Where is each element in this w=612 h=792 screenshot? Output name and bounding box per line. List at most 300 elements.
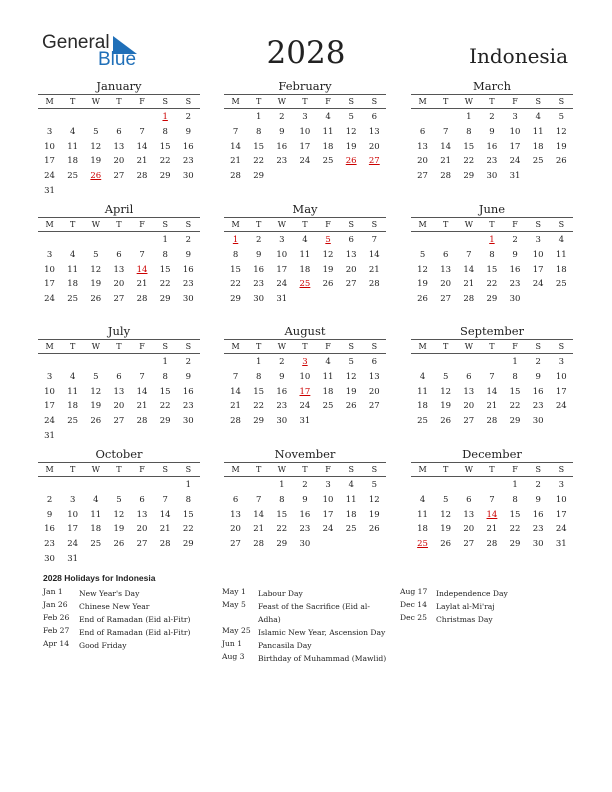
weekday-label: S <box>558 97 565 106</box>
day-cell: 7 <box>466 249 472 260</box>
day-cell: 31 <box>44 430 55 441</box>
day-cell: 11 <box>345 494 357 505</box>
weekday-label: T <box>70 97 76 106</box>
day-cell: 21 <box>136 279 148 290</box>
day-cell: 1 <box>185 480 192 490</box>
day-cell: 25 <box>322 401 334 412</box>
day-cell: 24 <box>322 524 334 535</box>
day-cell: 26 <box>555 156 567 167</box>
day-cell: 11 <box>67 264 79 275</box>
day-cell: 30 <box>182 416 194 427</box>
day-cell: 26 <box>90 416 102 427</box>
day-cell: 20 <box>136 524 148 535</box>
day-cell: 6 <box>371 112 378 122</box>
day-cell: 17 <box>555 386 567 397</box>
weekday-label: S <box>558 220 565 229</box>
day-cell: 8 <box>185 494 192 505</box>
day-cell: 9 <box>535 371 541 382</box>
weekday-label: W <box>91 465 100 474</box>
day-cell: 29 <box>182 539 194 550</box>
day-cell: 24 <box>67 539 79 550</box>
day-cell: 22 <box>509 524 521 535</box>
weekday-label: W <box>277 97 286 106</box>
day-grid <box>411 109 573 184</box>
day-cell: 9 <box>279 126 285 137</box>
day-cell: 6 <box>139 494 145 505</box>
day-cell: 21 <box>486 401 498 412</box>
holiday-name: Pancasila Day <box>258 641 312 650</box>
day-cell: 26 <box>440 416 452 427</box>
weekday-label: T <box>489 220 495 229</box>
weekday-header <box>411 94 573 109</box>
day-cell: 2 <box>185 112 192 122</box>
holiday-date: Jun 1 <box>222 639 243 648</box>
day-cell: 19 <box>322 264 334 275</box>
day-cell: 24 <box>276 279 288 290</box>
day-cell: 3 <box>69 494 76 505</box>
weekday-label: T <box>70 465 76 474</box>
holiday-date: Dec 14 <box>400 600 427 609</box>
day-cell: 21 <box>136 156 148 167</box>
day-cell: 20 <box>440 279 452 290</box>
day-cell: 20 <box>113 156 125 167</box>
day-cell: 18 <box>417 524 428 535</box>
day-cell: 3 <box>46 249 53 260</box>
day-cell: 10 <box>44 141 55 152</box>
day-cell: 21 <box>440 156 452 167</box>
weekday-label: M <box>45 220 54 229</box>
weekday-label: S <box>371 97 378 106</box>
day-cell: 27 <box>417 171 428 182</box>
day-cell: 12 <box>113 509 125 520</box>
day-cell: 30 <box>253 294 265 305</box>
holiday-row <box>400 613 575 626</box>
day-cell: 6 <box>466 371 472 382</box>
day-cell: 12 <box>368 494 380 505</box>
day-cell: 3 <box>46 126 53 137</box>
weekday-label: S <box>535 342 541 351</box>
day-cell: 29 <box>159 171 171 182</box>
day-cell: 15 <box>509 386 521 397</box>
day-cell: 26 <box>440 539 452 550</box>
weekday-label: S <box>162 465 168 474</box>
weekday-label: S <box>371 465 378 474</box>
day-cell: 31 <box>44 185 55 196</box>
day-cell: 30 <box>44 553 55 564</box>
holiday-row <box>222 626 400 639</box>
empty-cell <box>457 478 480 493</box>
day-cell: 28 <box>230 171 241 182</box>
holiday-column <box>222 587 400 665</box>
day-cell: 4 <box>69 126 76 137</box>
day-cell: 20 <box>345 264 357 275</box>
day-cell: 8 <box>466 126 472 137</box>
empty-cell <box>434 355 457 370</box>
empty-cell <box>434 233 457 248</box>
day-cell: 27 <box>440 294 452 305</box>
day-cell: 4 <box>419 494 426 505</box>
weekday-label: F <box>325 97 331 106</box>
day-cell: 13 <box>417 141 428 152</box>
day-cell: 18 <box>532 141 544 152</box>
month-july <box>38 324 200 444</box>
day-cell: 13 <box>113 386 125 397</box>
day-cell: 21 <box>230 156 241 167</box>
day-cell: 5 <box>348 357 354 367</box>
weekday-header <box>411 217 573 232</box>
holiday-row <box>222 600 400 613</box>
day-cell: 5 <box>93 249 99 260</box>
day-cell: 30 <box>299 539 311 550</box>
holiday-name: Independence Day <box>436 589 508 598</box>
day-cell: 5 <box>93 371 99 382</box>
empty-cell <box>38 233 61 248</box>
day-cell: 10 <box>44 386 55 397</box>
holiday-name: New Year's Day <box>79 589 140 598</box>
empty-cell <box>84 110 107 125</box>
weekday-label: F <box>325 465 331 474</box>
month-june <box>411 202 573 307</box>
day-cell: 27 <box>345 279 357 290</box>
day-cell: 3 <box>558 357 565 367</box>
holiday-name: Adha) <box>258 615 281 624</box>
day-cell: 2 <box>302 480 308 490</box>
day-cell: 17 <box>44 279 55 290</box>
empty-cell <box>411 478 434 493</box>
day-cell: 1 <box>279 480 285 490</box>
day-grid <box>224 477 386 552</box>
day-cell: 19 <box>90 279 102 290</box>
day-cell: 19 <box>90 156 102 167</box>
day-cell: 1 <box>466 112 472 122</box>
day-cell: 27 <box>113 416 125 427</box>
day-cell: 14 <box>230 141 241 152</box>
holiday-row <box>222 639 400 652</box>
empty-cell <box>131 233 154 248</box>
day-cell: 20 <box>417 156 428 167</box>
day-cell: 15 <box>182 509 194 520</box>
weekday-label: W <box>464 342 473 351</box>
day-cell: 6 <box>116 371 122 382</box>
logo-text-blue: Blue <box>98 49 137 70</box>
weekday-label: F <box>512 465 518 474</box>
empty-cell <box>84 478 107 493</box>
weekday-header <box>224 217 386 232</box>
empty-cell <box>38 355 61 370</box>
holiday-row <box>222 587 400 600</box>
empty-cell <box>84 233 107 248</box>
holiday-name: Labour Day <box>258 589 303 598</box>
day-cell: 30 <box>532 416 544 427</box>
empty-cell <box>107 110 130 125</box>
day-cell: 20 <box>463 524 475 535</box>
day-cell: 23 <box>182 279 194 290</box>
day-cell: 2 <box>279 357 285 367</box>
day-cell: 7 <box>442 126 449 137</box>
day-cell: 8 <box>162 249 168 260</box>
weekday-label: T <box>256 342 262 351</box>
day-cell: 13 <box>113 141 125 152</box>
holiday-date: Apr 14 <box>43 639 70 648</box>
weekday-label: S <box>371 342 378 351</box>
day-cell: 28 <box>230 416 241 427</box>
day-cell: 3 <box>535 235 541 245</box>
holiday-row <box>222 613 400 626</box>
day-cell: 7 <box>371 235 378 245</box>
day-cell: 20 <box>113 279 125 290</box>
day-cell: 6 <box>116 249 122 260</box>
day-cell: 1 <box>162 357 168 367</box>
weekday-label: S <box>348 220 354 229</box>
empty-cell <box>38 110 61 125</box>
day-cell: 17 <box>44 156 55 167</box>
weekday-label: W <box>464 465 473 474</box>
day-cell: 26 <box>345 401 357 412</box>
day-cell: 25 <box>532 156 544 167</box>
weekday-label: F <box>139 220 145 229</box>
weekday-label: F <box>139 465 145 474</box>
day-cell: 11 <box>299 249 311 260</box>
day-cell: 8 <box>162 371 168 382</box>
day-cell: 21 <box>159 524 171 535</box>
day-cell: 1 <box>255 357 262 367</box>
holiday-date: May 1 <box>222 587 246 596</box>
month-march <box>411 79 573 184</box>
weekday-label: T <box>302 97 308 106</box>
day-cell: 4 <box>419 371 426 382</box>
day-cell: 31 <box>509 171 521 182</box>
holiday-name: End of Ramadan (Eid al-Fitr) <box>79 628 191 637</box>
weekday-header <box>224 94 386 109</box>
day-cell: 30 <box>486 171 498 182</box>
day-cell: 8 <box>279 494 285 505</box>
weekday-label: M <box>231 342 240 351</box>
holiday-day-cell: 17 <box>299 386 311 397</box>
day-cell: 6 <box>232 494 239 505</box>
day-cell: 28 <box>136 171 148 182</box>
holiday-day-cell: 3 <box>302 357 308 367</box>
weekday-label: T <box>256 465 262 474</box>
day-cell: 14 <box>136 141 148 152</box>
day-cell: 27 <box>463 539 475 550</box>
holiday-row <box>400 600 575 613</box>
day-cell: 11 <box>67 141 79 152</box>
weekday-header <box>38 339 200 354</box>
month-name: May <box>292 202 318 216</box>
day-cell: 25 <box>67 294 79 305</box>
day-cell: 16 <box>253 264 265 275</box>
day-cell: 9 <box>302 494 308 505</box>
day-cell: 23 <box>276 401 288 412</box>
day-cell: 9 <box>185 371 192 382</box>
holiday-column <box>43 587 221 652</box>
day-cell: 8 <box>489 249 495 260</box>
weekday-label: T <box>116 220 122 229</box>
weekday-label: M <box>45 342 54 351</box>
day-cell: 16 <box>532 386 544 397</box>
day-cell: 1 <box>512 357 518 367</box>
day-cell: 21 <box>463 279 475 290</box>
day-cell: 24 <box>555 524 567 535</box>
holiday-date: Dec 25 <box>400 613 427 622</box>
weekday-label: M <box>45 465 54 474</box>
weekday-label: F <box>325 342 331 351</box>
weekday-label: T <box>489 465 495 474</box>
day-cell: 6 <box>348 235 354 245</box>
day-cell: 24 <box>509 156 521 167</box>
day-cell: 25 <box>67 416 79 427</box>
day-cell: 6 <box>371 357 378 367</box>
holiday-date: Jan 1 <box>43 587 63 596</box>
holiday-day-cell: 26 <box>90 171 102 182</box>
day-cell: 12 <box>345 371 357 382</box>
day-cell: 7 <box>489 494 495 505</box>
month-name: August <box>284 324 326 338</box>
weekday-label: T <box>116 465 122 474</box>
empty-cell <box>224 355 247 370</box>
weekday-header <box>411 339 573 354</box>
day-cell: 10 <box>322 494 334 505</box>
day-cell: 17 <box>299 141 311 152</box>
weekday-label: T <box>489 97 495 106</box>
day-cell: 17 <box>44 401 55 412</box>
weekday-label: T <box>489 342 495 351</box>
empty-cell <box>131 355 154 370</box>
weekday-label: S <box>371 220 378 229</box>
weekday-label: S <box>558 342 565 351</box>
day-cell: 28 <box>463 294 475 305</box>
day-cell: 29 <box>253 416 265 427</box>
holiday-row <box>43 587 221 600</box>
day-cell: 5 <box>93 126 99 137</box>
day-cell: 17 <box>276 264 288 275</box>
day-cell: 27 <box>113 171 125 182</box>
day-cell: 8 <box>512 371 518 382</box>
day-cell: 4 <box>69 371 76 382</box>
day-cell: 22 <box>159 279 171 290</box>
month-name: June <box>478 202 506 216</box>
day-cell: 28 <box>159 539 171 550</box>
day-cell: 22 <box>253 401 265 412</box>
weekday-label: T <box>116 97 122 106</box>
month-october <box>38 447 200 567</box>
day-cell: 12 <box>417 264 428 275</box>
empty-cell <box>224 110 247 125</box>
day-cell: 23 <box>253 279 265 290</box>
day-cell: 16 <box>276 141 288 152</box>
holiday-row <box>43 600 221 613</box>
day-cell: 23 <box>44 539 55 550</box>
weekday-label: T <box>256 97 262 106</box>
holiday-row <box>43 626 221 639</box>
day-cell: 9 <box>535 494 541 505</box>
day-cell: 20 <box>113 401 125 412</box>
day-cell: 16 <box>182 386 194 397</box>
month-name: September <box>459 324 525 338</box>
day-cell: 12 <box>90 386 102 397</box>
day-cell: 16 <box>182 141 194 152</box>
day-cell: 17 <box>532 264 544 275</box>
day-grid <box>224 109 386 184</box>
weekday-label: M <box>231 97 240 106</box>
day-cell: 11 <box>322 126 334 137</box>
month-name: March <box>473 79 511 93</box>
day-cell: 10 <box>532 249 544 260</box>
weekday-label: M <box>418 465 427 474</box>
day-cell: 18 <box>417 401 428 412</box>
day-cell: 28 <box>440 171 452 182</box>
day-cell: 27 <box>136 539 148 550</box>
logo-text-general: General <box>42 32 110 53</box>
holiday-date: May 5 <box>222 600 246 609</box>
weekday-label: F <box>512 342 518 351</box>
day-cell: 22 <box>253 156 265 167</box>
day-cell: 19 <box>113 524 125 535</box>
weekday-label: W <box>277 220 286 229</box>
weekday-label: S <box>348 97 354 106</box>
day-cell: 27 <box>463 416 475 427</box>
day-cell: 8 <box>255 126 262 137</box>
day-cell: 17 <box>509 141 521 152</box>
day-cell: 16 <box>182 264 194 275</box>
month-may <box>224 202 386 307</box>
month-september <box>411 324 573 429</box>
day-cell: 23 <box>182 401 194 412</box>
day-cell: 12 <box>440 509 452 520</box>
weekday-label: M <box>45 97 54 106</box>
day-cell: 24 <box>532 279 544 290</box>
day-cell: 5 <box>116 494 122 505</box>
day-cell: 31 <box>276 294 288 305</box>
weekday-label: W <box>464 97 473 106</box>
day-cell: 22 <box>509 401 521 412</box>
day-cell: 12 <box>90 264 102 275</box>
day-cell: 15 <box>159 264 171 275</box>
day-cell: 9 <box>185 126 192 137</box>
day-cell: 28 <box>486 416 498 427</box>
day-cell: 11 <box>532 126 544 137</box>
day-cell: 25 <box>555 279 567 290</box>
empty-cell <box>61 110 84 125</box>
weekday-label: F <box>139 342 145 351</box>
day-cell: 14 <box>159 509 171 520</box>
weekday-label: W <box>464 220 473 229</box>
day-cell: 10 <box>299 126 311 137</box>
weekday-label: W <box>91 220 100 229</box>
day-cell: 5 <box>419 249 426 260</box>
day-cell: 17 <box>67 524 79 535</box>
month-name: April <box>104 202 134 216</box>
day-grid <box>224 354 386 429</box>
day-cell: 8 <box>232 249 239 260</box>
weekday-header <box>411 462 573 477</box>
weekday-label: F <box>139 97 145 106</box>
day-cell: 14 <box>463 264 475 275</box>
weekday-label: W <box>91 342 100 351</box>
day-cell: 31 <box>555 539 567 550</box>
empty-cell <box>434 478 457 493</box>
day-cell: 22 <box>230 279 241 290</box>
weekday-label: S <box>535 465 541 474</box>
weekday-label: W <box>277 465 286 474</box>
day-cell: 4 <box>348 480 354 490</box>
day-grid <box>38 109 200 199</box>
day-cell: 13 <box>368 126 380 137</box>
day-cell: 25 <box>67 171 79 182</box>
weekday-label: M <box>418 97 427 106</box>
day-grid <box>38 477 200 567</box>
day-cell: 14 <box>136 386 148 397</box>
